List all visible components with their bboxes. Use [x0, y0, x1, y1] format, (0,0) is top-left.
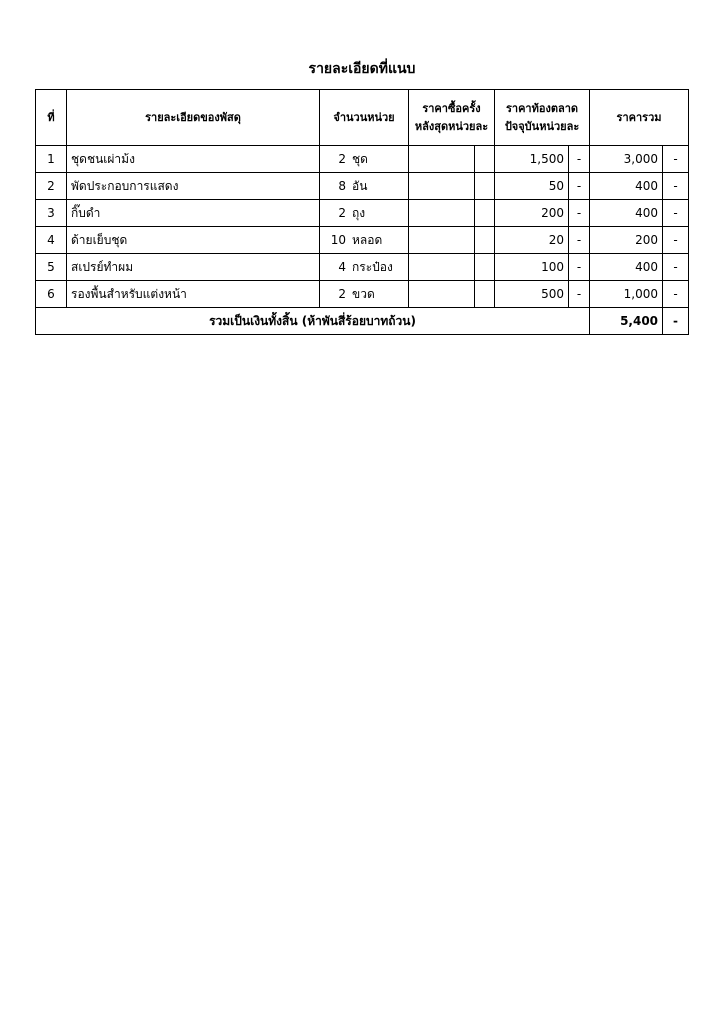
row-qty: 8 — [338, 178, 346, 193]
grand-total-label: รวมเป็นเงินทั้งสิ้น (ห้าพันสี่ร้อยบาทถ้วน) — [36, 308, 590, 335]
grand-total-row — [36, 308, 689, 335]
row-last-price-baht — [409, 146, 475, 173]
row-total-baht: 3,000 — [590, 146, 663, 173]
row-market-price-satang: - — [569, 281, 590, 308]
row-description: รองพื้นสำหรับแต่งหน้า — [67, 281, 320, 308]
table-row — [36, 227, 689, 254]
row-unit: กระป๋อง — [352, 259, 393, 274]
row-total-baht: 200 — [590, 227, 663, 254]
row-total-satang: - — [663, 200, 689, 227]
row-no: 1 — [36, 146, 67, 173]
row-last-price-baht — [409, 254, 475, 281]
row-unit: ขวด — [352, 286, 375, 301]
items-table — [35, 89, 689, 335]
document-title: รายละเอียดที่แนบ — [308, 61, 416, 77]
row-market-price-baht: 1,500 — [495, 146, 569, 173]
row-no: 6 — [36, 281, 67, 308]
row-quantity — [320, 173, 409, 200]
row-market-price-satang: - — [569, 146, 590, 173]
row-qty: 2 — [338, 151, 346, 166]
row-quantity — [320, 254, 409, 281]
table-row — [36, 200, 689, 227]
header-market-price — [495, 90, 590, 146]
row-description: กิ๊บดำ — [67, 200, 320, 227]
table-row — [36, 173, 689, 200]
table-row — [36, 254, 689, 281]
row-unit: ชุด — [352, 151, 368, 166]
row-last-price-baht — [409, 227, 475, 254]
row-total-satang: - — [663, 173, 689, 200]
row-market-price-baht: 200 — [495, 200, 569, 227]
row-market-price-satang: - — [569, 173, 590, 200]
grand-total-satang: - — [663, 308, 689, 335]
row-last-price-satang — [475, 281, 495, 308]
row-last-price-satang — [475, 227, 495, 254]
row-total-baht: 400 — [590, 173, 663, 200]
header-last-price-line1: ราคาซื้อครั้ง — [422, 101, 481, 115]
header-last-price — [409, 90, 495, 146]
row-no: 4 — [36, 227, 67, 254]
row-total-satang: - — [663, 227, 689, 254]
grand-total-baht: 5,400 — [590, 308, 663, 335]
row-market-price-satang: - — [569, 254, 590, 281]
row-total-baht: 1,000 — [590, 281, 663, 308]
table-header-row — [36, 90, 689, 146]
row-unit: อัน — [352, 178, 368, 193]
row-last-price-satang — [475, 254, 495, 281]
header-last-price-line2: หลังสุดหน่วยละ — [414, 119, 489, 133]
row-total-satang: - — [663, 146, 689, 173]
row-last-price-baht — [409, 200, 475, 227]
header-quantity: จำนวนหน่วย — [320, 90, 409, 146]
row-quantity — [320, 227, 409, 254]
row-market-price-satang: - — [569, 200, 590, 227]
row-last-price-baht — [409, 173, 475, 200]
row-last-price-satang — [475, 173, 495, 200]
header-no: ที่ — [36, 90, 67, 146]
table-row — [36, 281, 689, 308]
row-unit: ถุง — [352, 205, 366, 220]
row-qty: 2 — [338, 286, 346, 301]
row-total-satang: - — [663, 281, 689, 308]
row-no: 3 — [36, 200, 67, 227]
header-market-price-line1: ราคาท้องตลาด — [505, 101, 579, 115]
row-quantity — [320, 200, 409, 227]
row-unit: หลอด — [352, 232, 383, 247]
row-description: พัดประกอบการแสดง — [67, 173, 320, 200]
header-total: ราคารวม — [590, 90, 689, 146]
row-market-price-baht: 20 — [495, 227, 569, 254]
row-market-price-satang: - — [569, 227, 590, 254]
row-qty: 2 — [338, 205, 346, 220]
row-market-price-baht: 100 — [495, 254, 569, 281]
row-total-baht: 400 — [590, 200, 663, 227]
row-no: 5 — [36, 254, 67, 281]
header-description: รายละเอียดของพัสดุ — [67, 90, 320, 146]
row-total-baht: 400 — [590, 254, 663, 281]
row-last-price-satang — [475, 146, 495, 173]
table-row — [36, 146, 689, 173]
row-qty: 10 — [330, 232, 346, 247]
row-qty: 4 — [338, 259, 346, 274]
row-description: ด้ายเย็บชุด — [67, 227, 320, 254]
row-quantity — [320, 281, 409, 308]
row-description: ชุดชนเผ่าม้ง — [67, 146, 320, 173]
row-market-price-baht: 50 — [495, 173, 569, 200]
row-last-price-baht — [409, 281, 475, 308]
row-last-price-satang — [475, 200, 495, 227]
row-description: สเปรย์ทำผม — [67, 254, 320, 281]
row-no: 2 — [36, 173, 67, 200]
row-total-satang: - — [663, 254, 689, 281]
row-quantity — [320, 146, 409, 173]
header-market-price-line2: ปัจจุบันหน่วยละ — [504, 119, 580, 133]
row-market-price-baht: 500 — [495, 281, 569, 308]
